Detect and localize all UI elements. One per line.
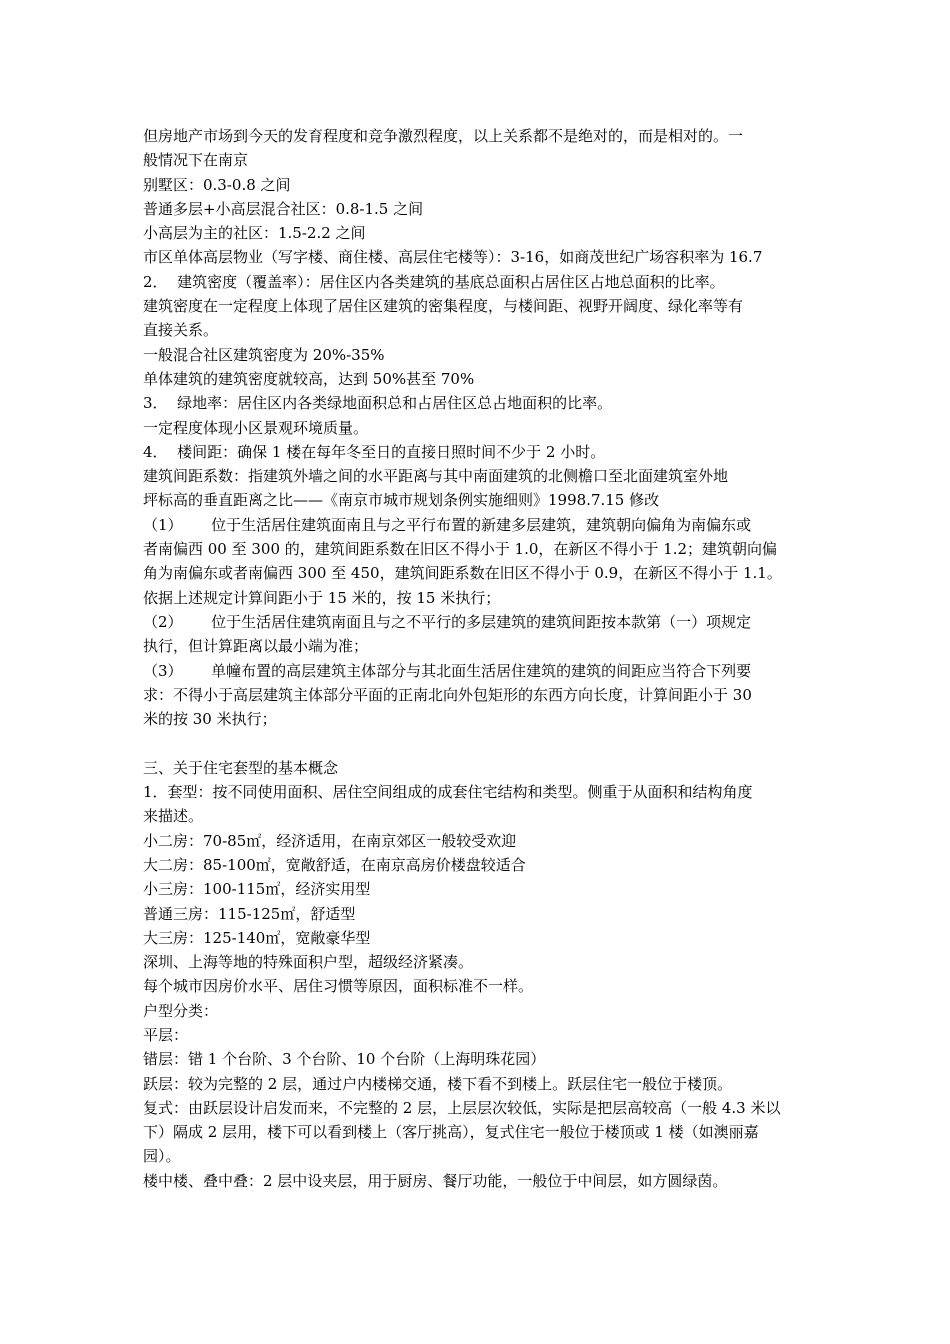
text-line: 楼中楼、叠中叠：2 层中设夹层，用于厨房、餐厅功能，一般位于中间层，如方圆绿茵。 <box>143 1171 728 1190</box>
text-line: 平层： <box>143 1025 189 1044</box>
section-heading-building-spacing: 4． 楼间距：确保 1 楼在每年冬至日的直接日照时间不少于 2 小时。 <box>143 442 606 461</box>
text-line: 但房地产市场到今天的发育程度和竞争激烈程度，以上关系都不是绝对的，而是相对的。一 <box>143 127 744 145</box>
text-line: 坪标高的垂直距离之比——《南京市城市规划条例实施细则》1998.7.15 修改 <box>143 491 660 510</box>
blank-line <box>143 731 811 755</box>
text-line: 执行，但计算距离以最小端为准； <box>143 637 369 656</box>
text-line: 者南偏西 00 至 300 的，建筑间距系数在旧区不得小于 1.0，在新区不得小于 1.2；建筑朝向偏 <box>143 540 778 559</box>
text-line: （3） 单幢布置的高层建筑主体部分与其北面生活居住建筑的建筑的间距应当符合下列要 <box>143 661 752 680</box>
text-line: 大二房：85-100㎡，宽敞舒适，在南京高房价楼盘较适合 <box>143 855 526 874</box>
text-line: 依据上述规定计算间距小于 15 米的，按 15 米执行； <box>143 588 501 607</box>
text-line: 复式：由跃层设计启发而来，不完整的 2 层，上层层次较低，实际是把层高较高（一般 4.3 米以 <box>143 1098 781 1117</box>
text-line: 跃层：较为完整的 2 层，通过户内楼梯交通，楼下看不到楼上。跃层住宅一般位于楼顶。 <box>143 1074 733 1093</box>
text-line: 建筑密度在一定程度上体现了居住区建筑的密集程度，与楼间距、视野开阔度、绿化率等有 <box>143 297 744 316</box>
text-line: 般情况下在南京 <box>143 151 249 170</box>
text-line: （2） 位于生活居住建筑南面且与之不平行的多层建筑的建筑间距按本款第（一）项规定 <box>143 612 752 631</box>
text-line: 园）。 <box>143 1147 181 1166</box>
text-line: 一定程度体现小区景观环境质量。 <box>143 418 369 437</box>
chapter-heading-unit-types: 三、关于住宅套型的基本概念 <box>143 758 339 777</box>
text-line: 来描述。 <box>143 807 204 826</box>
text-line: 大三房：125-140㎡，宽敞豪华型 <box>143 928 371 947</box>
text-line: 深圳、上海等地的特殊面积户型，超级经济紧凑。 <box>143 953 474 972</box>
text-line: 小三房：100-115㎡，经济实用型 <box>143 880 371 899</box>
document-body <box>143 124 811 1193</box>
text-line: 角为南偏东或者南偏西 300 至 450，建筑间距系数在旧区不得小于 0.9，在新区不得小于 1.1。 <box>143 564 782 583</box>
text-line: 户型分类： <box>143 1001 219 1020</box>
text-line: 小二房：70-85㎡，经济适用，在南京郊区一般较受欢迎 <box>143 831 517 850</box>
text-line: 别墅区：0.3-0.8 之间 <box>143 175 291 194</box>
text-line: 求：不得小于高层建筑主体部分平面的正南北向外包矩形的东西方向长度，计算间距小于 30 <box>143 685 752 704</box>
text-line: 普通三房：115-125㎡，舒适型 <box>143 904 356 923</box>
text-line: 市区单体高层物业（写字楼、商住楼、高层住宅楼等）：3-16，如商茂世纪广场容积率为 16.7 <box>143 248 763 267</box>
text-line: 单体建筑的建筑密度就较高，达到 50%甚至 70% <box>143 369 475 388</box>
text-line: 每个城市因房价水平、居住习惯等原因，面积标准不一样。 <box>143 977 534 996</box>
text-line: 直接关系。 <box>143 321 219 340</box>
text-line: 小高层为主的社区：1.5-2.2 之间 <box>143 224 366 243</box>
text-line: （1） 位于生活居住建筑面南且与之平行布置的新建多层建筑，建筑朝向偏角为南偏东或 <box>143 515 752 534</box>
text-line: 1．套型：按不同使用面积、居住空间组成的成套住宅结构和类型。侧重于从面积和结构角度 <box>143 783 753 802</box>
text-line: 米的按 30 米执行； <box>143 710 277 729</box>
section-heading-building-density: 2． 建筑密度（覆盖率）：居住区内各类建筑的基底总面积占居住区占地总面积的比率。 <box>143 272 725 291</box>
text-line: 错层：错 1 个台阶、3 个台阶、10 个台阶（上海明珠花园） <box>143 1050 546 1069</box>
text-line: 一般混合社区建筑密度为 20%-35% <box>143 345 385 364</box>
text-line: 下）隔成 2 层用，楼下可以看到楼上（客厅挑高），复式住宅一般位于楼顶或 1 楼（如澳丽嘉 <box>143 1123 759 1142</box>
text-line: 普通多层+小高层混合社区：0.8-1.5 之间 <box>143 199 424 218</box>
text-line: 建筑间距系数：指建筑外墙之间的水平距离与其中南面建筑的北侧檐口至北面建筑室外地 <box>143 467 729 486</box>
section-heading-green-ratio: 3． 绿地率：居住区内各类绿地面积总和占居住区总占地面积的比率。 <box>143 394 613 413</box>
